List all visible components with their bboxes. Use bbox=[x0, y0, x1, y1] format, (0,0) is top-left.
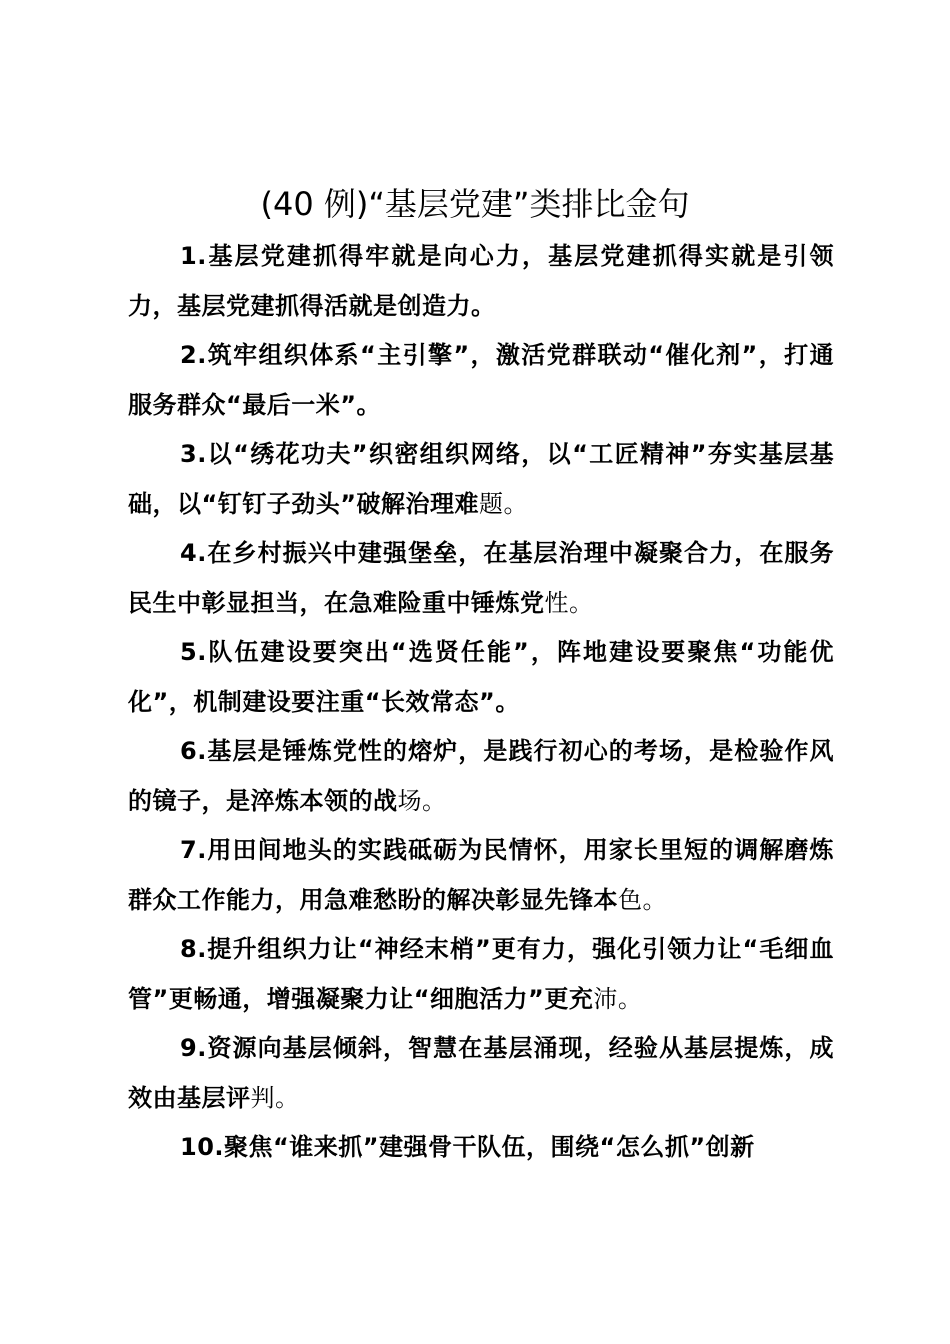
paragraph-6 bbox=[128, 727, 834, 826]
paragraph-text: 8.提升组织力让“神经末梢”更有力，强化引领力让“毛细血管”更畅通，增强凝聚力让“细胞活力”更充 bbox=[128, 935, 834, 1013]
document-title: (40 例)“基层党建”类排比金句 bbox=[260, 185, 690, 223]
paragraph-1 bbox=[128, 232, 834, 331]
paragraph-8 bbox=[128, 925, 834, 1024]
paragraph-tail: 色。 bbox=[618, 885, 667, 914]
paragraph-text: 1.基层党建抓得牢就是向心力，基层党建抓得实就是引领力，基层党建抓得活就是创造力。 bbox=[128, 242, 834, 320]
document-body bbox=[128, 232, 834, 1173]
paragraph-10 bbox=[128, 1123, 834, 1173]
paragraph-text: 9.资源向基层倾斜，智慧在基层涌现，经验从基层提炼，成效由基层评 bbox=[128, 1034, 834, 1112]
paragraph-text: 3.以“绣花功夫”织密组织网络，以“工匠精神”夯实基层基础，以“钉钉子劲头”破解治理难 bbox=[128, 440, 834, 518]
paragraph-tail: 判。 bbox=[250, 1083, 300, 1112]
paragraph-9 bbox=[128, 1024, 834, 1123]
paragraph-tail: 沛。 bbox=[593, 984, 643, 1013]
paragraph-7 bbox=[128, 826, 834, 925]
paragraph-text: 10.聚焦“谁来抓”建强骨干队伍，围绕“怎么抓”创新 bbox=[180, 1133, 755, 1161]
paragraph-3 bbox=[128, 430, 834, 529]
paragraph-text: 7.用田间地头的实践砥砺为民情怀，用家长里短的调解磨炼群众工作能力，用急难愁盼的解决彰显先锋本 bbox=[128, 836, 834, 914]
paragraph-tail: 场。 bbox=[397, 786, 447, 815]
paragraph-5 bbox=[128, 628, 834, 727]
paragraph-text: 4.在乡村振兴中建强堡垒，在基层治理中凝聚合力，在服务民生中彰显担当，在急难险重中锤炼党 bbox=[128, 539, 834, 617]
paragraph-text: 2.筑牢组织体系“主引擎”，激活党群联动“催化剂”，打通服务群众“最后一米”。 bbox=[128, 341, 834, 419]
paragraph-text: 5.队伍建设要突出“选贤任能”，阵地建设要聚焦“功能优化”，机制建设要注重“长效常态”。 bbox=[128, 638, 834, 716]
paragraph-4 bbox=[128, 529, 834, 628]
paragraph-2 bbox=[128, 331, 834, 430]
paragraph-tail: 性。 bbox=[544, 588, 594, 617]
paragraph-tail: 题。 bbox=[479, 489, 529, 518]
paragraph-text: 6.基层是锤炼党性的熔炉，是践行初心的考场，是检验作风的镜子，是淬炼本领的战 bbox=[128, 737, 834, 815]
